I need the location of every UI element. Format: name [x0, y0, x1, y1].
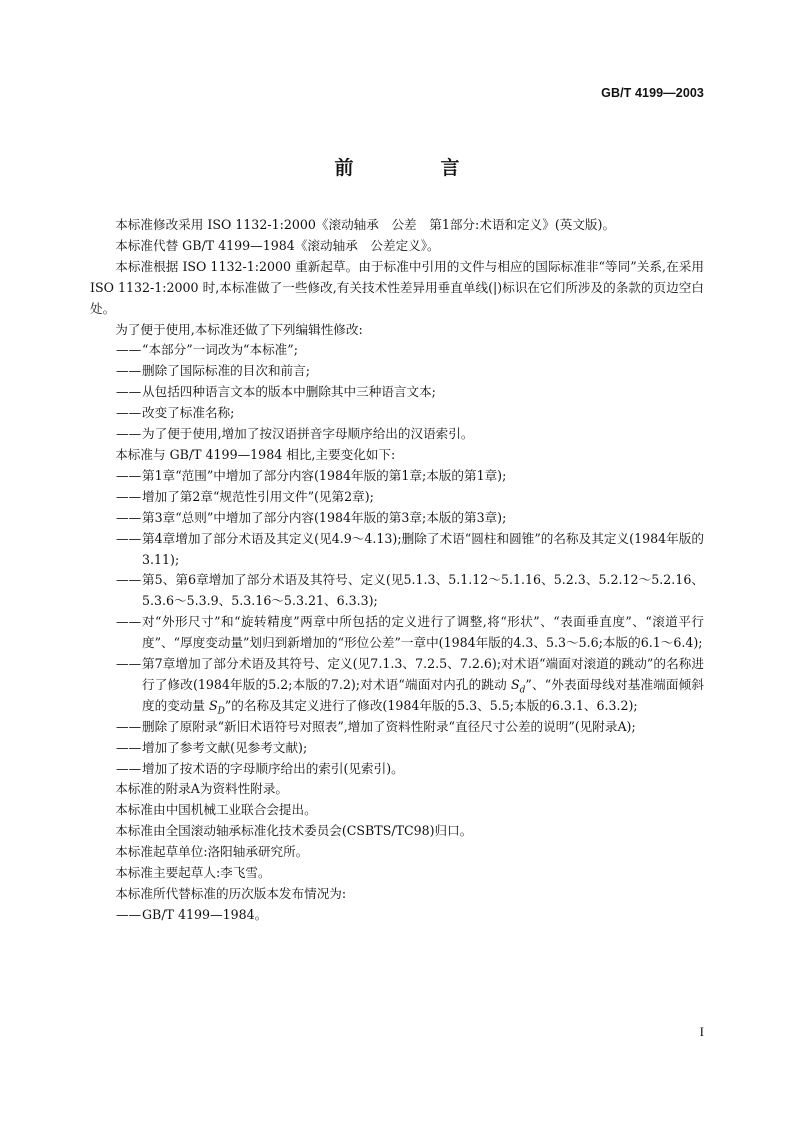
list-item-text: 改变了标准名称; — [142, 405, 235, 421]
list-item — [90, 382, 704, 403]
list-item — [90, 759, 704, 780]
dash-mark: —— — [116, 426, 142, 442]
foreword-body — [90, 215, 704, 926]
list-item — [90, 424, 704, 445]
list-item — [90, 361, 704, 382]
paragraph-proposer: 本标准由中国机械工业联合会提出。 — [115, 802, 317, 818]
paragraph-drafting-unit: 本标准起草单位:洛阳轴承研究所。 — [115, 844, 309, 860]
dash-mark: —— — [116, 718, 142, 734]
paragraph-annex: 本标准的附录A为资料性附录。 — [115, 781, 289, 797]
list-item — [90, 529, 704, 571]
list-item-text: 增加了参考文献(见参考文献); — [142, 739, 308, 755]
list-item — [90, 612, 704, 654]
paragraph-drafters: 本标准主要起草人:李飞雪。 — [115, 865, 271, 881]
symbol-sD: $S_D$ — [208, 697, 225, 717]
list-item-text — [142, 656, 704, 717]
list-item-text: 删除了原附录“新旧术语符号对照表”,增加了资料性附录“直径尺寸公差的说明”(见附录A); — [142, 718, 636, 734]
dash-mark: —— — [116, 906, 142, 922]
list-item-text: 第4章增加了部分术语及其定义(见4.9～4.13);删除了术语“圆柱和圆锥”的名称及其定义(1984年版的3.11); — [142, 530, 704, 567]
list-item — [90, 487, 704, 508]
page-title: 前 言 — [334, 157, 494, 179]
dash-mark: —— — [116, 760, 142, 776]
list-item-text: 增加了第2章“规范性引用文件”(见第2章); — [142, 488, 374, 504]
symbol-sd: $S_d$ — [511, 676, 526, 696]
paragraph-changes-intro: 本标准与 GB/T 4199—1984 相比,主要变化如下: — [115, 446, 396, 462]
dash-mark: —— — [116, 530, 142, 546]
dash-mark: —— — [116, 342, 142, 358]
dash-mark: —— — [116, 488, 142, 504]
dash-mark: —— — [116, 614, 142, 630]
dash-mark: —— — [116, 405, 142, 421]
paragraph-history-intro: 本标准所代替标准的历次版本发布情况为: — [115, 886, 347, 901]
dash-mark: —— — [116, 656, 142, 672]
list-item — [90, 466, 704, 487]
paragraph-replaces: 本标准代替 GB/T 4199—1984《滚动轴承 公差定义》。 — [115, 237, 440, 253]
list-item — [90, 570, 704, 612]
list-item — [90, 508, 704, 529]
list-item-text: 对“外形尺寸”和“旋转精度”两章中所包括的定义进行了调整,将“形状”、“表面垂直度”、“滚道平行度”、“厚度变动量”划归到新增加的“形位公差”一章中(1984年版的4.3、5.3～5.6;本版的6.1～6.4); — [142, 614, 704, 651]
dash-mark: —— — [116, 739, 142, 755]
list-item-text: “本部分”一词改为“本标准”; — [142, 342, 298, 358]
list-item-text: 增加了按术语的字母顺序给出的索引(见索引)。 — [142, 760, 404, 776]
dash-mark: —— — [116, 572, 142, 588]
document-code: GB/T 4199—2003 — [601, 86, 704, 100]
paragraph-committee: 本标准由全国滚动轴承标准化技术委员会(CSBTS/TC98)归口。 — [115, 823, 473, 839]
list-item-text: GB/T 4199—1984。 — [142, 906, 268, 922]
list-item — [90, 738, 704, 759]
dash-mark: —— — [116, 384, 142, 400]
list-item-text: 从包括四种语言文本的版本中删除其中三种语言文本; — [142, 384, 436, 400]
dash-mark: —— — [116, 363, 142, 379]
paragraph-adoption: 本标准修改采用 ISO 1132-1:2000《滚动轴承 公差 第1部分:术语和定义》(英文版)。 — [115, 217, 616, 232]
list-item — [90, 717, 704, 738]
paragraph-drafting-basis: 本标准根据 ISO 1132-1:2000 重新起草。由于标准中引用的文件与相应的国际标准非“等同”关系,在采用 ISO 1132-1:2000 时,本标准做了一些修改,有关技术性差异用垂直单线(|)标识在它们所涉及的条款的页边空白处。 — [90, 258, 704, 316]
list-item — [90, 403, 704, 424]
dash-mark: —— — [116, 509, 142, 525]
list-item-text: 为了便于使用,增加了按汉语拼音字母顺序给出的汉语索引。 — [142, 426, 474, 442]
list-item — [90, 340, 704, 361]
list-item-text: 第1章“范围”中增加了部分内容(1984年版的第1章;本版的第1章); — [142, 467, 507, 483]
list-item — [90, 654, 704, 717]
paragraph-editorial-intro: 为了便于使用,本标准还做了下列编辑性修改: — [115, 321, 363, 337]
list-item — [90, 905, 704, 926]
chapter7-text-part1: 第7章增加了部分术语及其符号、定义(见7.1.3、7.2.5、7.2.6);对术语“端面对滚道的跳动”的名称进行了修改(1984年版的5.2;本版的7.2);对术语“端面对内孔的跳动 — [142, 656, 704, 692]
chapter7-text-part2: ”、“外表面母线对基准端面倾斜度的变动量 — [142, 676, 704, 713]
page-number: I — [699, 1024, 704, 1039]
dash-mark: —— — [116, 467, 142, 483]
chapter7-text-part3: ”的名称及其定义进行了修改(1984年版的5.3、5.5;本版的6.3.1、6.3.2); — [224, 697, 638, 713]
list-item-text: 第3章“总则”中增加了部分内容(1984年版的第3章;本版的第3章); — [142, 509, 507, 525]
list-item-text: 删除了国际标准的目次和前言; — [142, 363, 310, 379]
list-item-text: 第5、第6章增加了部分术语及其符号、定义(见5.1.3、5.1.12～5.1.16、5.2.3、5.2.12～5.2.16、5.3.6～5.3.9、5.3.16～5.3.21、6.3.3); — [142, 572, 704, 609]
